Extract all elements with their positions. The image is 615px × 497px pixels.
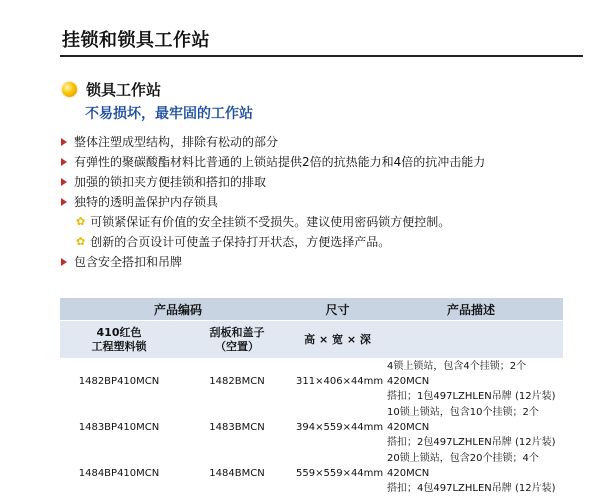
title-divider [60,55,583,57]
bulb-icon [62,82,77,97]
subheader-line: 工程塑料锁 [91,339,147,353]
sub-feature-item [60,212,600,232]
sub-feature-text: 创新的合页设计可使盖子保持打开状态，方便选择产品。 [90,235,391,249]
subheader-line: （空置） [215,339,259,353]
table-subheader-row [60,321,563,359]
table-row [60,405,563,451]
section-heading [60,78,161,100]
star-bullet-icon: ✿ [76,215,86,228]
cell-size: 394×559×44mm [296,405,379,451]
feature-text: 独特的透明盖保护内存锁具 [74,195,219,209]
cell-code-lock: 1483BP410MCN [60,405,178,451]
header-description: 产品描述 [379,298,563,321]
table-row [60,451,563,497]
cell-size: 559×559×44mm [296,451,379,497]
feature-list [60,132,600,272]
subheader-blank [379,321,563,359]
cell-code-empty: 1483BMCN [178,405,296,451]
description-line: 4锁上锁站，包含4个挂锁；2个420MCN [387,361,527,387]
feature-text: 整体注塑成型结构，排除有松动的部分 [74,135,279,149]
feature-item [60,252,600,272]
cell-description [379,359,563,405]
section-title: 锁具工作站 [86,80,162,99]
subheader-line: 410红色 [96,325,142,339]
triangle-bullet-icon [61,158,67,166]
triangle-bullet-icon [61,198,67,206]
header-product-code: 产品编码 [60,298,296,321]
table-row [60,359,563,405]
subheader-dimensions: 高 × 宽 × 深 [296,321,379,359]
feature-text: 有弹性的聚碳酸酯材料比普通的上锁站提供2倍的抗热能力和4倍的抗冲击能力 [74,155,486,169]
table-header-row [60,298,563,321]
section-subtitle: 不易损坏，最牢固的工作站 [85,106,253,122]
triangle-bullet-icon [61,138,67,146]
description-line: 10锁上锁站，包含10个挂锁；2个420MCN [387,407,539,433]
page-title: 挂锁和锁具工作站 [62,30,210,51]
description-line: 搭扣；1包497LZHLEN吊牌 (12片装) [387,391,556,402]
cell-code-empty: 1482BMCN [178,359,296,405]
feature-item [60,172,600,192]
description-line: 搭扣；2包497LZHLEN吊牌 (12片装) [387,437,556,448]
product-table [60,298,563,497]
subheader-line: 刮板和盖子 [209,325,265,339]
feature-item [60,132,600,152]
feature-text: 包含安全搭扣和吊牌 [74,255,183,269]
cell-description [379,451,563,497]
cell-size: 311×406×44mm [296,359,379,405]
sub-feature-item [60,232,600,252]
cell-description [379,405,563,451]
header-size: 尺寸 [296,298,379,321]
sub-feature-text: 可锁紧保证有价值的安全挂锁不受损失。建议使用密码锁方便控制。 [90,215,451,229]
triangle-bullet-icon [61,258,67,266]
feature-item [60,152,600,172]
cell-code-lock: 1484BP410MCN [60,451,178,497]
triangle-bullet-icon [61,178,67,186]
feature-item [60,192,600,212]
subheader-empty-board [178,321,296,359]
feature-text: 加强的锁扣夹方便挂锁和搭扣的排取 [74,175,267,189]
description-line: 搭扣；4包497LZHLEN吊牌 (12片装) [387,483,556,494]
description-line: 20锁上锁站，包含20个挂锁；4个420MCN [387,453,539,479]
subheader-red-lock [60,321,178,359]
cell-code-empty: 1484BMCN [178,451,296,497]
cell-code-lock: 1482BP410MCN [60,359,178,405]
star-bullet-icon: ✿ [76,235,86,248]
